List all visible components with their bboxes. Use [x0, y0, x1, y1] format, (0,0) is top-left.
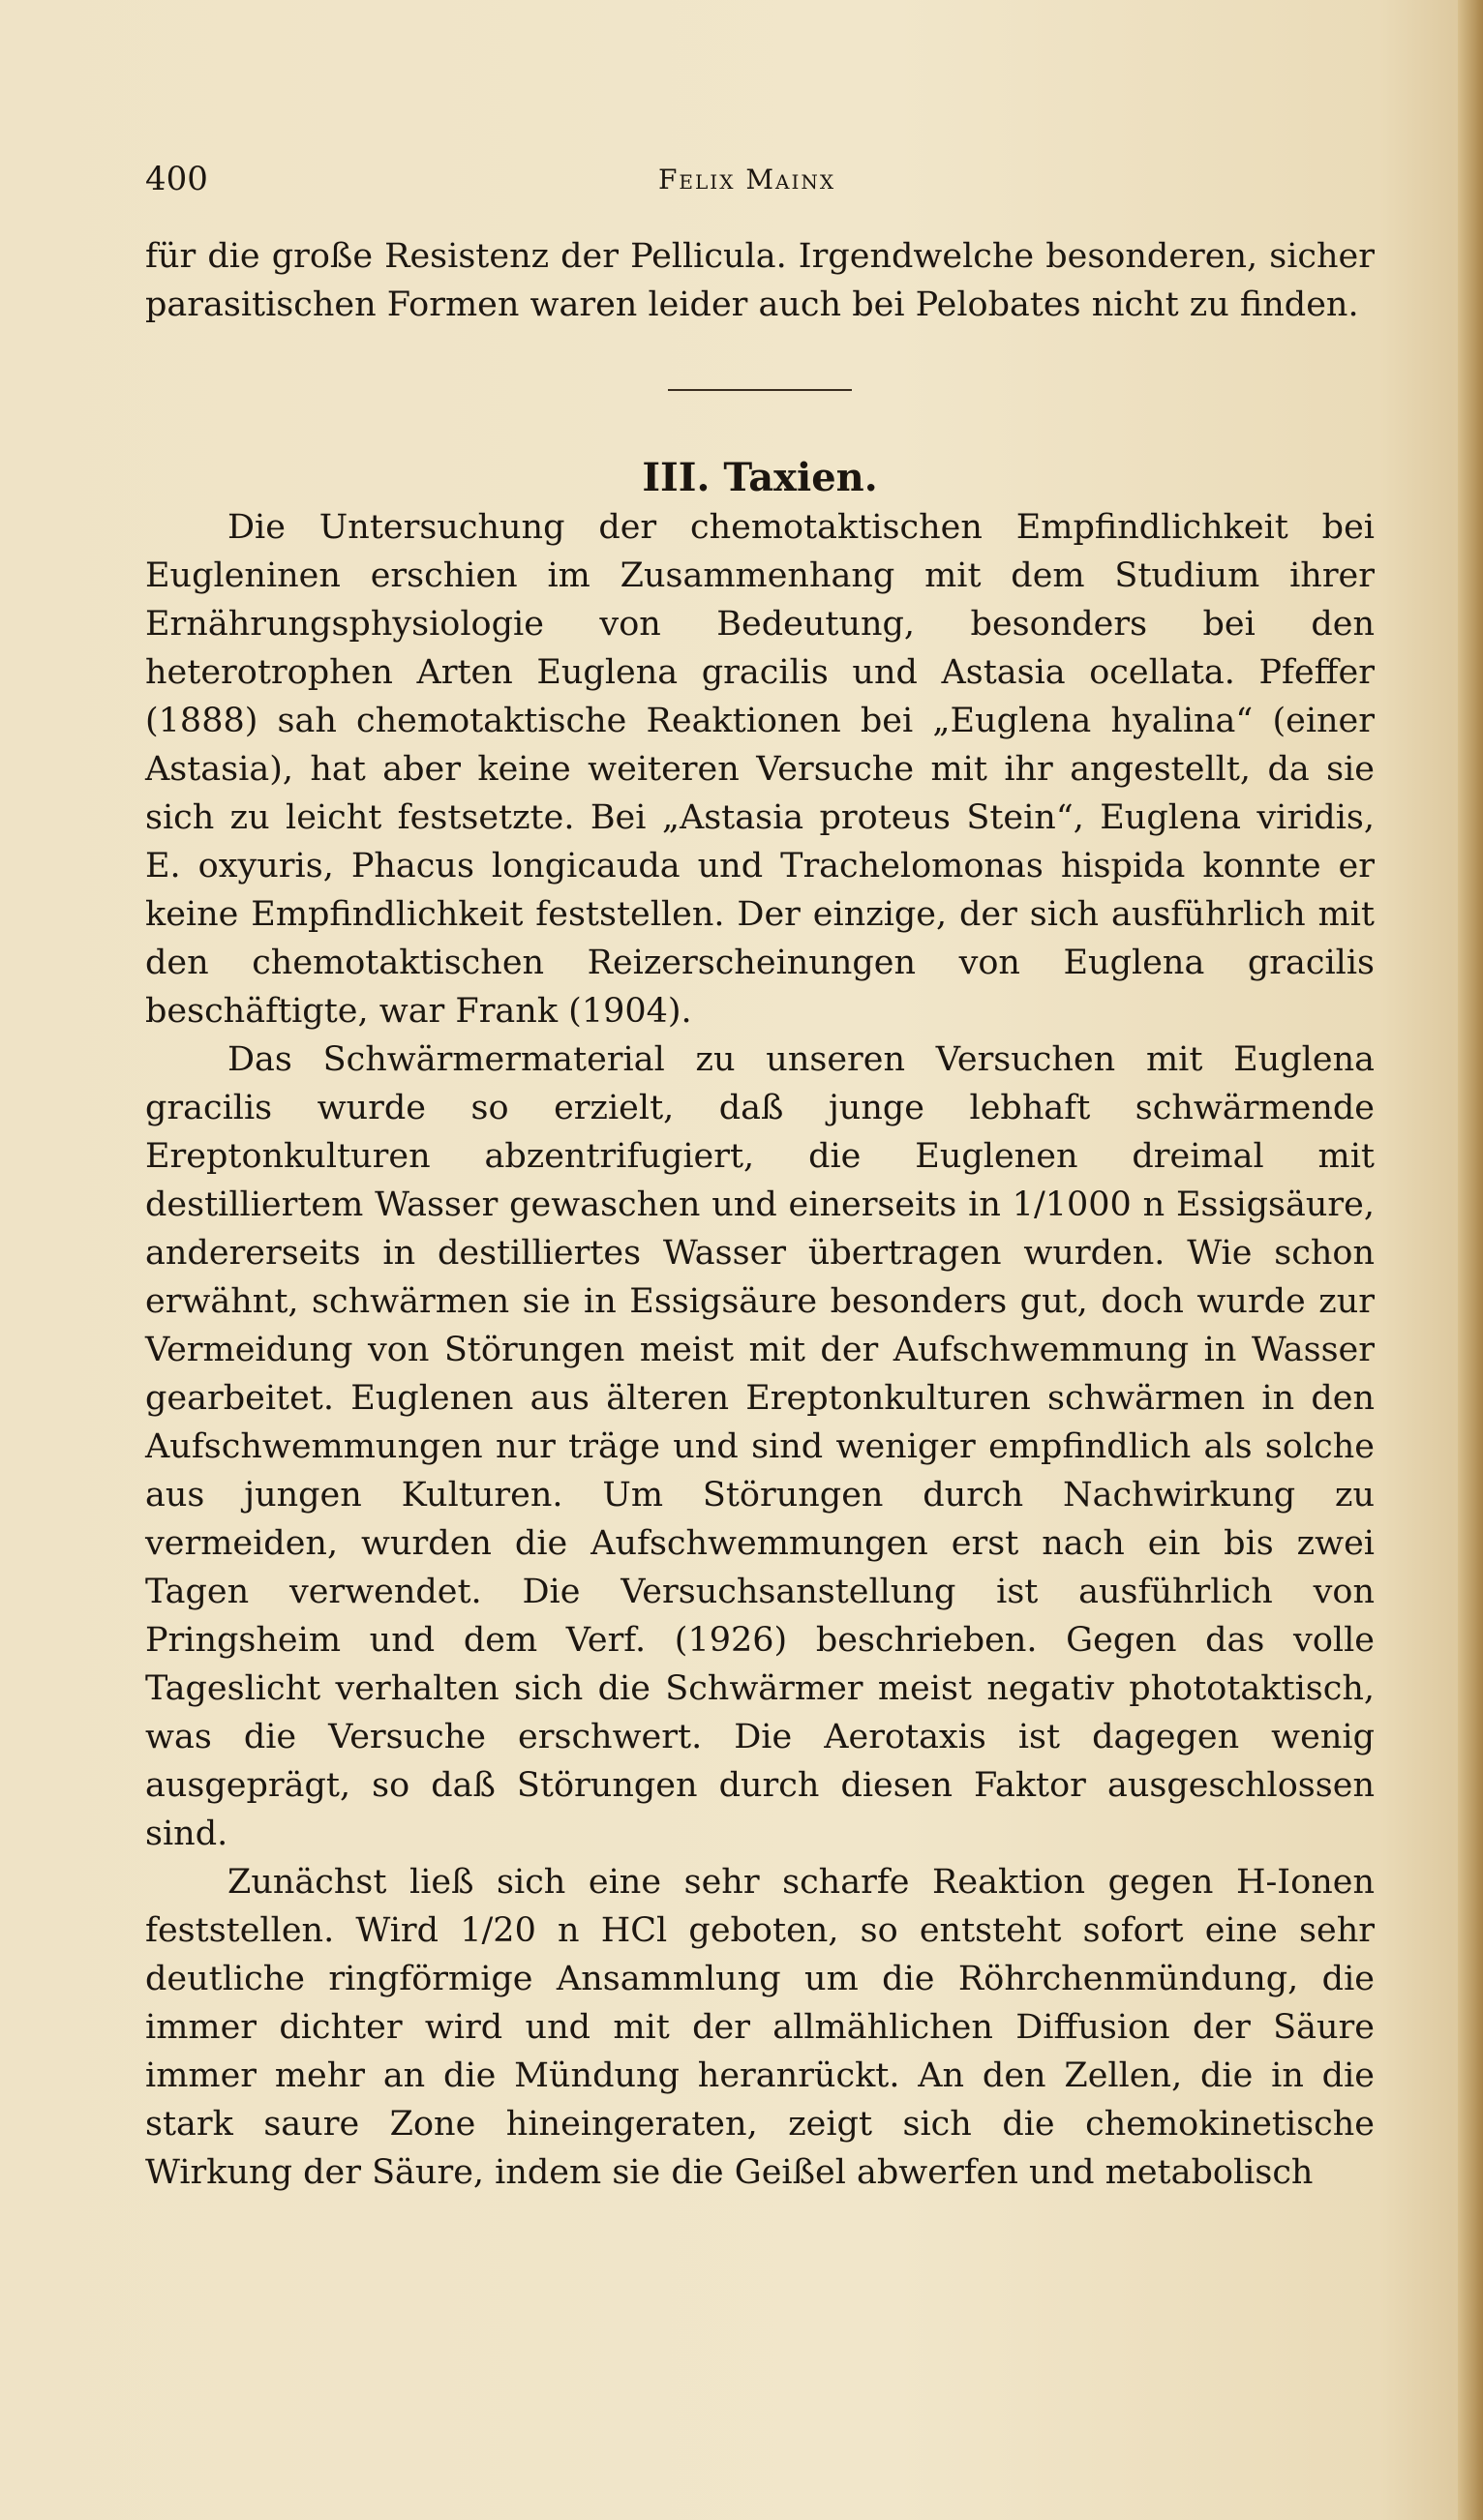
page-number: 400: [145, 160, 208, 198]
paragraph-3: Zunächst ließ sich eine sehr scharfe Reaktion gegen H-Ionen feststellen. Wird 1/20 n HCl geboten, so entsteht sofort eine sehr deutliche ringförmige Ansammlung um die Röhrchenmündung, die immer dichter wird und mit der allmählichen Diffusion der Säure immer mehr an die Mündung heranrückt. An den Zellen, die in die stark saure Zone hineingeraten, zeigt sich die chemokinetische Wirkung der Säure, indem sie die Geißel abwerfen und metabolisch: [145, 1863, 1375, 2192]
paragraph-1: Die Untersuchung der chemotaktischen Empfindlichkeit bei Eugleninen erschien im Zusammenhang mit dem Studium ihrer Ernährungsphysiologie von Bedeutung, besonders bei den heterotrophen Arten Euglena gracilis und Astasia ocellata. Pfeffer (1888) sah chemotaktische Reaktionen bei „Euglena hyalina“ (einer Astasia), hat aber keine weiteren Versuche mit ihr angestellt, da sie sich zu leicht festsetzte. Bei „Astasia proteus Stein“, Euglena viridis, E. oxyuris, Phacus longicauda und Trachelomonas hispida konnte er keine Empfindlichkeit feststellen. Der einzige, der sich ausführlich mit den chemotaktischen Reizerscheinungen von Euglena gracilis beschäftigte, war Frank (1904).: [145, 508, 1375, 1031]
page-header: [145, 160, 1375, 208]
body-text: [145, 232, 1375, 2197]
paragraph-2: Das Schwärmermaterial zu unseren Versuchen mit Euglena gracilis wurde so erzielt, daß junge lebhaft schwärmende Ereptonkulturen abzentrifugiert, die Euglenen dreimal mit destilliertem Wasser gewaschen und einerseits in 1/1000 n Essigsäure, andererseits in destilliertes Wasser übertragen wurden. Wie schon erwähnt, schwärmen sie in Essigsäure besonders gut, doch wurde zur Vermeidung von Störungen meist mit der Aufschwemmung in Wasser gearbeitet. Euglenen aus älteren Ereptonkulturen schwärmen in den Aufschwemmungen nur träge und sind weniger empfindlich als solche aus jungen Kulturen. Um Störungen durch Nachwirkung zu vermeiden, wurden die Aufschwemmungen erst nach ein bis zwei Tagen verwendet. Die Versuchsanstellung ist ausführlich von Pringsheim und dem Verf. (1926) beschrieben. Gegen das volle Tageslicht verhalten sich die Schwärmer meist negativ phototaktisch, was die Versuche erschwert. Die Aerotaxis ist dagegen wenig ausgeprägt, so daß Störungen durch diesen Faktor ausgeschlossen sind.: [145, 1040, 1375, 1853]
section-divider: [668, 389, 852, 391]
section-heading: III. Taxien.: [642, 455, 878, 500]
page-edge-shadow: [1458, 0, 1483, 2520]
running-head: Felix Mainx: [658, 164, 836, 195]
paragraph-continuation: für die große Resistenz der Pellicula. Irgendwelche besonderen, sicher parasitischen Formen waren leider auch bei Pelobates nicht zu finden.: [145, 237, 1375, 324]
